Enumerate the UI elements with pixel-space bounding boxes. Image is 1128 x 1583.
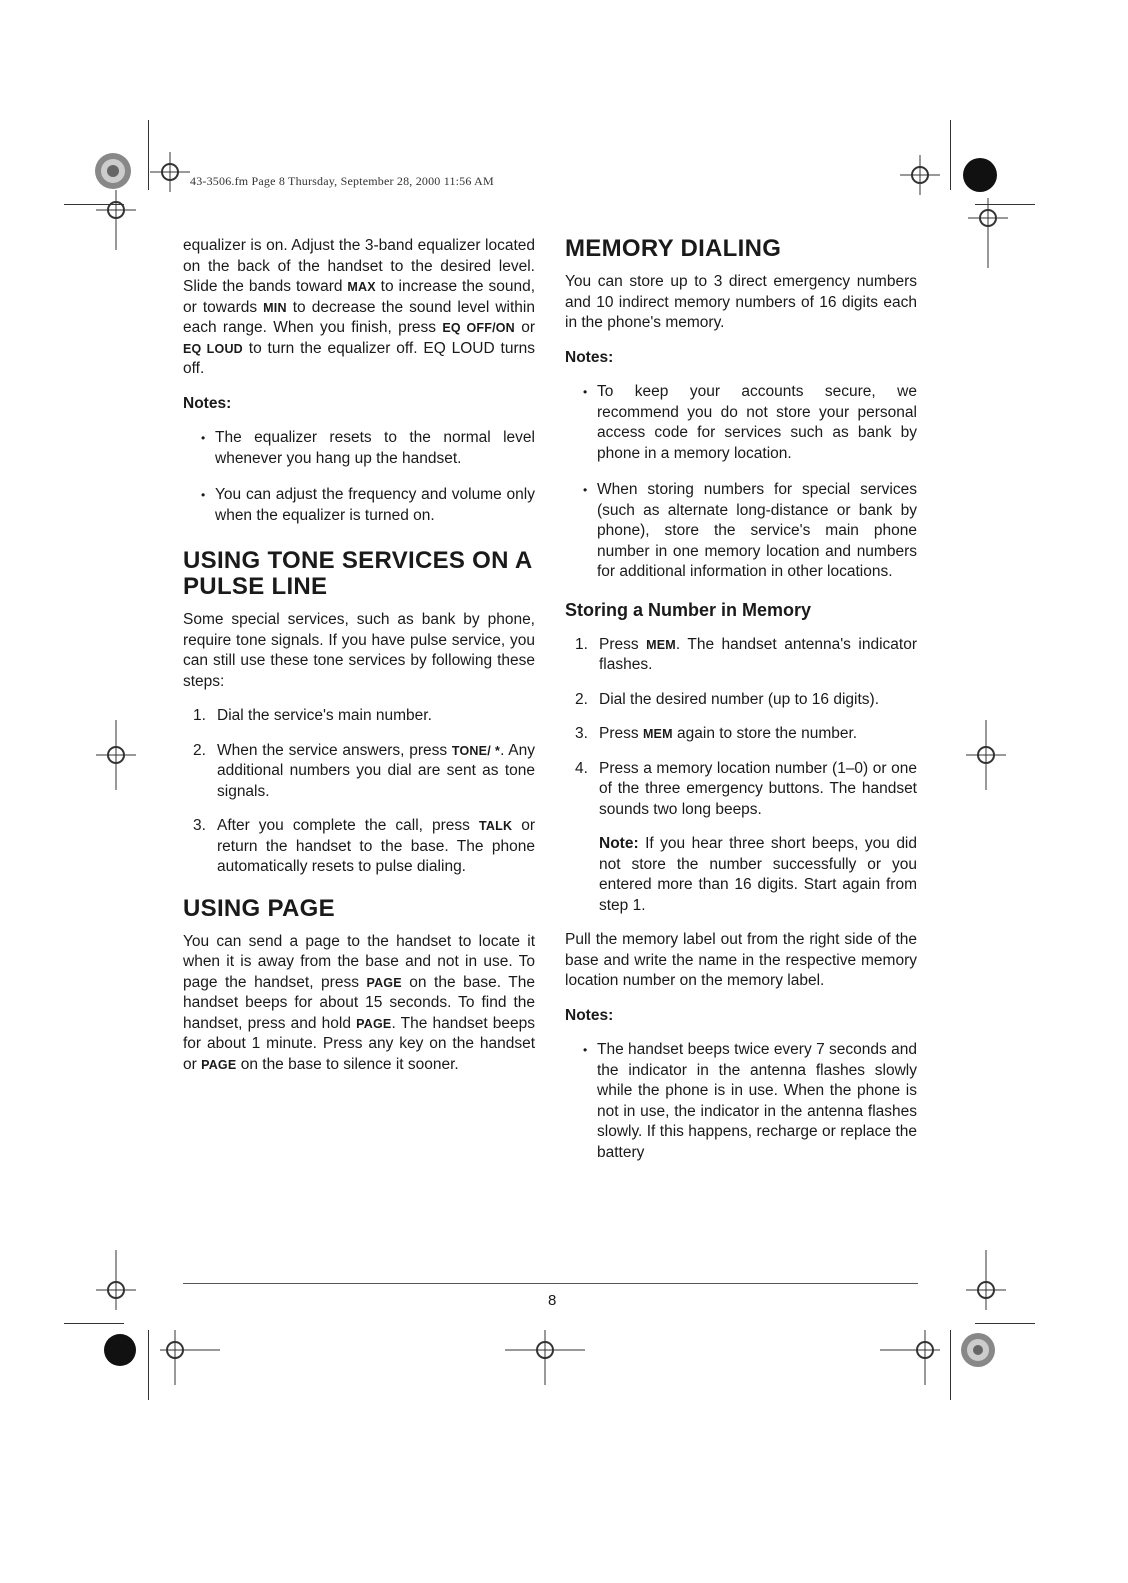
tone-steps-list xyxy=(183,706,535,878)
trim-line xyxy=(975,204,1035,205)
tone-paragraph: Some special services, such as bank by phone, require tone signals. If you have pulse service, you can still use these tone services by following these steps: xyxy=(183,611,535,690)
list-item: • To keep your accounts secure, we recommend you do not store your personal access code for services such as bank by phone in a memory location. xyxy=(585,382,917,464)
crosshair-icon xyxy=(968,198,1008,268)
key-label: MEM xyxy=(642,727,673,741)
list-item: • The handset beeps twice every 7 seconds and the indicator in the antenna flashes slowly while the phone is in use. When the phone is not in use, the indicator in the antenna flashes slowly. If this happens, recharge or replace the battery xyxy=(585,1040,917,1163)
registration-mark-icon xyxy=(100,1330,140,1370)
list-item: 4. Press a memory location number (1–0) or one of the three emergency buttons. The handset sounds two long beeps. xyxy=(575,759,917,818)
equalizer-paragraph: equalizer is on. Adjust the 3-band equalizer located on the back of the handset to the desired level. Slide the bands toward MAX to increase the sound, or towards MIN to decrease the sound level within each range. When you finish, press EQ OFF/ON or EQ LOUD to turn the equalizer off. EQ LOUD turns off. xyxy=(183,237,535,377)
right-column xyxy=(565,236,917,1179)
trim-line xyxy=(950,120,951,190)
step-note: Note: If you hear three short beeps, you did not store the number successfully or you entered more than 16 digits. Start again from step 1. xyxy=(599,835,917,914)
key-label: MEM xyxy=(646,637,676,652)
crosshair-icon xyxy=(150,152,190,192)
notes-list xyxy=(565,1040,917,1163)
page-paragraph: You can send a page to the handset to locate it when it is away from the base and not in use. To page the handset, press PAGE on the base. The handset beeps for about 15 seconds. To find the handset, press and hold PAGE. The handset beeps for about 1 minute. Press any key on the handset or PAGE on the base to silence it sooner. xyxy=(183,932,535,1073)
key-label: PAGE xyxy=(366,975,402,990)
memory-paragraph: You can store up to 3 direct emergency numbers and 10 indirect memory numbers of 16 digits each in the phone's memory. xyxy=(565,273,917,331)
section-heading: USING TONE SERVICES ON A PULSE LINE xyxy=(183,547,532,600)
key-label: EQ LOUD xyxy=(183,341,243,356)
crosshair-icon xyxy=(966,720,1006,790)
registration-mark-icon xyxy=(960,155,1000,195)
list-item: 1. Press MEM. The handset antenna's indicator flashes. xyxy=(575,635,917,673)
key-label: TALK xyxy=(478,819,513,833)
crosshair-icon xyxy=(160,1325,220,1385)
key-label: PAGE xyxy=(201,1057,237,1072)
section-heading: MEMORY DIALING xyxy=(565,235,782,262)
key-label: MIN xyxy=(263,300,287,315)
list-item: 1. Dial the service's main number. xyxy=(193,707,432,724)
crosshair-icon xyxy=(900,155,940,195)
print-header: 43-3506.fm Page 8 Thursday, September 28, 2000 11:56 AM xyxy=(190,174,494,188)
list-item: • The equalizer resets to the normal level whenever you hang up the handset. xyxy=(203,428,535,469)
list-item: 2. Dial the desired number (up to 16 digits). xyxy=(575,690,880,708)
trim-line xyxy=(148,1330,149,1400)
notes-label: Notes: xyxy=(183,394,232,412)
key-label: TONE/ * xyxy=(451,743,501,758)
registration-mark-icon xyxy=(958,1330,998,1370)
crosshair-icon xyxy=(96,720,136,790)
registration-mark-icon xyxy=(92,150,134,192)
trim-line xyxy=(64,1323,124,1324)
crosshair-icon xyxy=(96,1250,136,1310)
key-label: PAGE xyxy=(356,1016,392,1031)
trim-line xyxy=(975,1323,1035,1324)
crosshair-icon xyxy=(505,1325,585,1385)
list-item: 3. After you complete the call, press TALK or return the handset to the base. The phone automatically resets to pulse dialing. xyxy=(193,817,536,875)
notes-label: Notes: xyxy=(565,348,614,366)
list-item: 2. When the service answers, press TONE/ *. Any additional numbers you dial are sent as tone signals. xyxy=(193,741,535,800)
label-paragraph: Pull the memory label out from the right side of the base and write the name in the respective memory location number on the memory label. xyxy=(565,931,917,989)
trim-line xyxy=(64,204,124,205)
trim-line xyxy=(950,1330,951,1400)
left-column xyxy=(183,236,535,1089)
footer-rule xyxy=(183,1283,918,1284)
crosshair-icon xyxy=(880,1325,940,1385)
page-number: 8 xyxy=(548,1292,557,1309)
section-heading: USING PAGE xyxy=(183,894,335,922)
trim-line xyxy=(148,120,149,190)
key-label: MAX xyxy=(347,280,376,294)
notes-list xyxy=(565,382,917,583)
notes-label: Notes: xyxy=(565,1006,614,1024)
subsection-heading: Storing a Number in Memory xyxy=(565,599,812,620)
crosshair-icon xyxy=(966,1250,1006,1310)
storing-steps-list xyxy=(565,635,917,821)
list-item: • When storing numbers for special services (such as alternate long-distance or bank by phone), store the service's main phone number in one memory location and numbers for additional information in other locations. xyxy=(585,480,917,583)
list-item: • You can adjust the frequency and volume only when the equalizer is turned on. xyxy=(203,485,535,526)
notes-list xyxy=(183,428,535,526)
crosshair-icon xyxy=(96,190,136,250)
key-label: EQ OFF/ON xyxy=(442,321,515,335)
list-item: 3. Press MEM again to store the number. xyxy=(575,725,858,742)
